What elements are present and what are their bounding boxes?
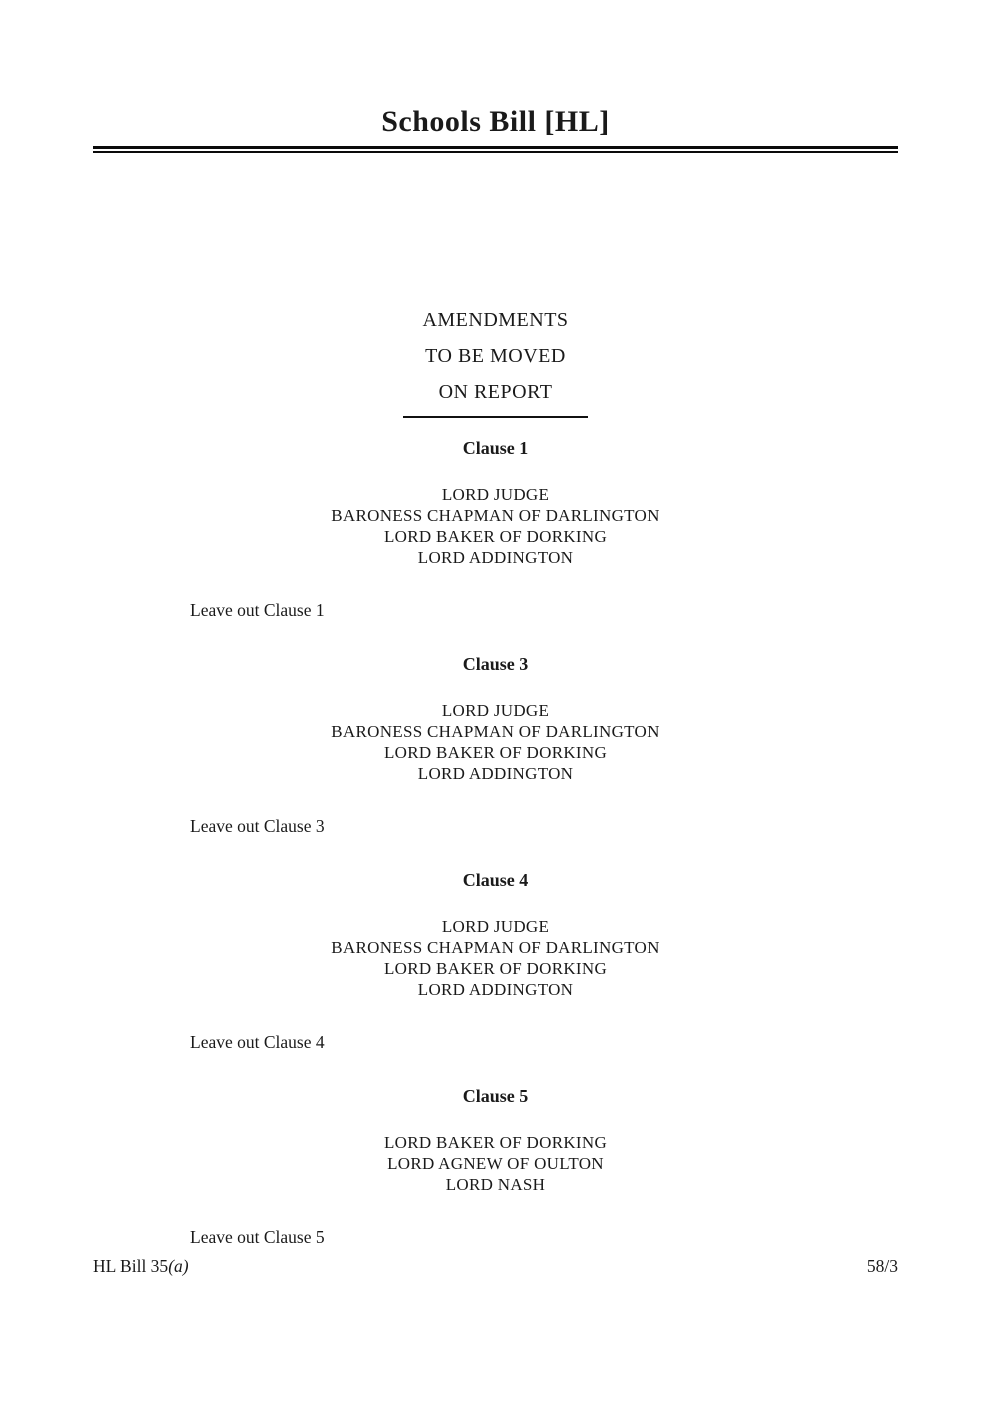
title-double-rule bbox=[93, 146, 898, 153]
sponsor-list bbox=[93, 1132, 898, 1195]
clause-section bbox=[93, 654, 898, 836]
sponsor-name: LORD ADDINGTON bbox=[417, 764, 574, 783]
page-footer bbox=[93, 1256, 898, 1277]
heading-underline-rule bbox=[403, 416, 588, 418]
clause-heading: Clause 3 bbox=[462, 654, 529, 674]
amendment-text: Leave out Clause 4 bbox=[190, 1032, 325, 1052]
sponsor-list bbox=[93, 484, 898, 568]
sponsor-name: LORD JUDGE bbox=[441, 701, 550, 720]
sponsor-name: LORD BAKER OF DORKING bbox=[383, 743, 608, 762]
amendments-heading-line2: TO BE MOVED bbox=[425, 345, 566, 367]
sponsor-name: LORD BAKER OF DORKING bbox=[383, 527, 608, 546]
bill-title: Schools Bill [HL] bbox=[381, 105, 610, 138]
sponsor-name: LORD JUDGE bbox=[441, 485, 550, 504]
sponsor-name: BARONESS CHAPMAN OF DARLINGTON bbox=[331, 722, 660, 741]
sponsor-list bbox=[93, 916, 898, 1000]
clause-heading: Clause 4 bbox=[462, 870, 529, 890]
sponsor-name: LORD JUDGE bbox=[441, 917, 550, 936]
clause-heading: Clause 5 bbox=[462, 1086, 529, 1106]
clause-section bbox=[93, 1086, 898, 1247]
clause-section bbox=[93, 870, 898, 1052]
sponsor-name: BARONESS CHAPMAN OF DARLINGTON bbox=[331, 506, 660, 525]
footer-bill-reference bbox=[93, 1256, 189, 1277]
sponsor-name: LORD AGNEW OF OULTON bbox=[387, 1154, 604, 1173]
clause-heading: Clause 1 bbox=[462, 438, 529, 458]
amendments-heading bbox=[93, 308, 898, 418]
sponsor-name: LORD ADDINGTON bbox=[417, 548, 574, 567]
sponsor-list bbox=[93, 700, 898, 784]
sponsor-name: LORD NASH bbox=[445, 1175, 546, 1194]
amendment-text: Leave out Clause 3 bbox=[190, 816, 325, 836]
clause-sections bbox=[93, 438, 898, 1247]
amendments-heading-line1: AMENDMENTS bbox=[422, 309, 569, 331]
sponsor-name: LORD ADDINGTON bbox=[417, 980, 574, 999]
footer-bill-reference-suffix: (a) bbox=[168, 1256, 189, 1276]
sponsor-name: LORD BAKER OF DORKING bbox=[383, 959, 608, 978]
title-block bbox=[93, 0, 898, 153]
sponsor-name: LORD BAKER OF DORKING bbox=[383, 1133, 608, 1152]
amendment-text: Leave out Clause 5 bbox=[190, 1227, 325, 1247]
footer-bill-reference-text: HL Bill 35 bbox=[93, 1256, 169, 1276]
sponsor-name: BARONESS CHAPMAN OF DARLINGTON bbox=[331, 938, 660, 957]
footer-page-reference: 58/3 bbox=[866, 1256, 898, 1276]
clause-section bbox=[93, 438, 898, 620]
amendments-heading-line3: ON REPORT bbox=[438, 381, 553, 403]
amendment-text: Leave out Clause 1 bbox=[190, 600, 325, 620]
